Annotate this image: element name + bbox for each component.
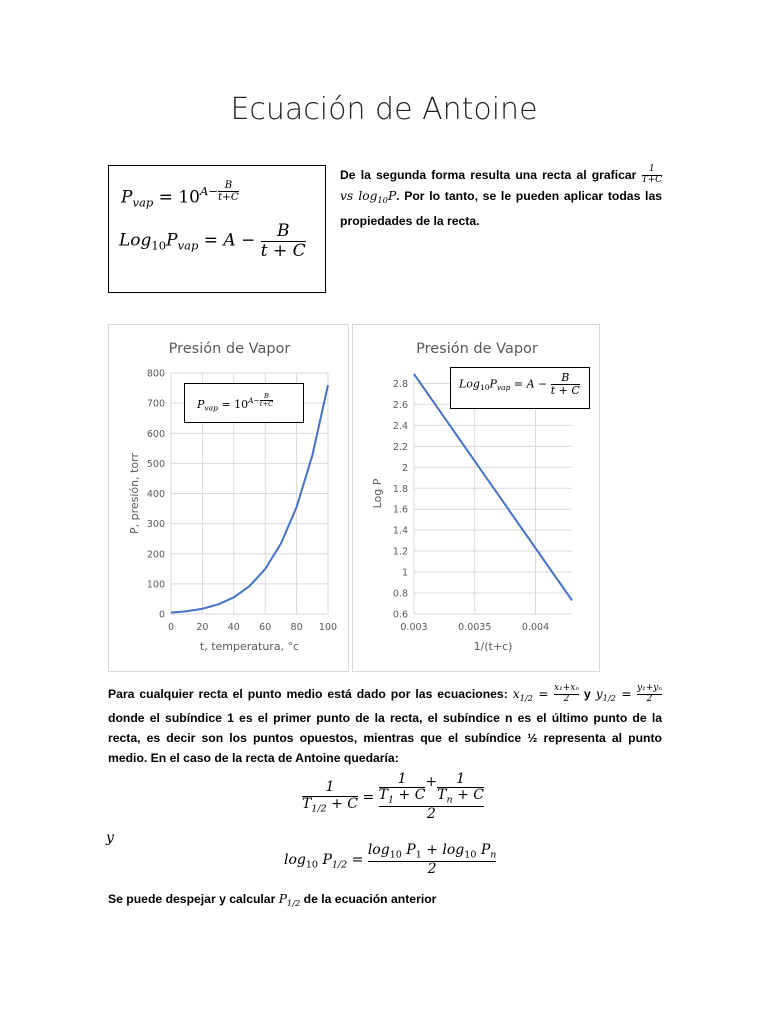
equations-box bbox=[108, 165, 326, 293]
y-tick-label: 500 bbox=[146, 458, 165, 470]
log-vapor-pressure-chart bbox=[352, 324, 600, 672]
y-tick-label: 2 bbox=[401, 462, 408, 474]
conjunction-y: y bbox=[106, 830, 114, 846]
x-tick-label: 0.0035 bbox=[458, 622, 492, 633]
y-tick-label: 2.6 bbox=[392, 399, 408, 411]
final-sentence: Se puede despejar y calcular $P_{1/2}$ de la ecuación anterior bbox=[108, 892, 437, 908]
chart-equation-callout: $P_{vap} = 10^{A- \frac{B}{t+C}}$ bbox=[184, 383, 304, 423]
y-tick-label: 0.8 bbox=[392, 588, 408, 600]
y-tick-label: 2.2 bbox=[392, 441, 408, 453]
y-tick-label: 100 bbox=[146, 579, 165, 591]
y-tick-label: 2.4 bbox=[392, 420, 408, 432]
y-tick-label: 0 bbox=[158, 609, 165, 621]
y-axis-label: Log P bbox=[371, 478, 384, 509]
intro-paragraph: De la segunda forma resulta una recta al graficar $\frac{1}{T+C}$ vs $\log_{10}P$. Por lo tanto, se le pueden aplicar todas las propiedades de la recta. bbox=[340, 164, 662, 229]
chart-log-equation-callout: $Log_{10}P_{vap} = A$ − $\frac{B}{t + C}$ bbox=[450, 367, 590, 409]
y-tick-label: 1.8 bbox=[392, 483, 408, 495]
x-tick-label: 20 bbox=[196, 622, 209, 633]
chart-title: Presión de Vapor bbox=[168, 341, 291, 357]
y-tick-label: 1.2 bbox=[392, 546, 408, 558]
midpoint-temperature-formula: $\frac{1}{T_{1/2} + C}$ = $\frac{1}{T_1 + C}$ + $\frac{1}{T_n + C}$ 2 bbox=[302, 771, 484, 823]
x-axis-label: 1/(t+c) bbox=[473, 640, 513, 653]
midpoint-paragraph: Para cualquier recta el punto medio está dado por las ecuaciones: $x_{1/2}$ = $\frac{\text{x₁+xₙ}}{2}$ y $y_{1/2}$ = $\frac{\text{y₁+yₙ}}{2}$ donde el subíndice 1 es el primer punto de la recta, el subíndice n es el último punto de la recta, es decir son los puntos opuestos, mientras que el subíndice ½ representa al punto medio. En el caso de la recta de Antoine quedaría: bbox=[108, 683, 662, 765]
page-title: Ecuación de Antoine bbox=[230, 92, 538, 127]
antoine-exponential-equation: $P_{vap} = 10^{A- \frac{B}{t+C}}$ bbox=[121, 179, 239, 210]
y-axis-label: P, presión, torr bbox=[128, 452, 141, 535]
vapor-pressure-chart bbox=[108, 324, 349, 672]
x-tick-label: 100 bbox=[318, 622, 338, 633]
y-tick-label: 1 bbox=[401, 567, 408, 579]
y-tick-label: 700 bbox=[146, 398, 165, 410]
chart-title: Presión de Vapor bbox=[416, 341, 538, 357]
y-tick-label: 0.6 bbox=[392, 609, 408, 621]
vapor-pressure-chart-svg bbox=[109, 325, 350, 673]
x-tick-label: 60 bbox=[259, 622, 272, 633]
x-tick-label: 80 bbox=[290, 622, 303, 633]
x-axis-label: t, temperatura, °c bbox=[199, 640, 300, 653]
midpoint-log-pressure-formula: $\log_{10} P_{1/2}$ = $\frac{\log_{10} P_1 + \log_{10} P_n}{2}$ bbox=[284, 842, 497, 877]
y-tick-label: 300 bbox=[146, 519, 165, 531]
x-tick-label: 40 bbox=[227, 622, 240, 633]
y-tick-label: 600 bbox=[146, 428, 165, 440]
x-tick-label: 0.003 bbox=[400, 622, 428, 633]
x-tick-label: 0.004 bbox=[521, 622, 550, 633]
y-tick-label: 1.6 bbox=[392, 504, 408, 516]
y-tick-label: 400 bbox=[146, 489, 165, 500]
y-tick-label: 800 bbox=[146, 368, 165, 380]
y-tick-label: 200 bbox=[146, 549, 165, 561]
y-tick-label: 1.4 bbox=[392, 525, 408, 537]
antoine-log-equation: $Log_{10}P_{vap} = A$ − $\frac{B}{t + C}$ bbox=[119, 221, 306, 261]
x-tick-label: 0 bbox=[167, 622, 175, 633]
y-tick-label: 2.8 bbox=[392, 378, 408, 390]
